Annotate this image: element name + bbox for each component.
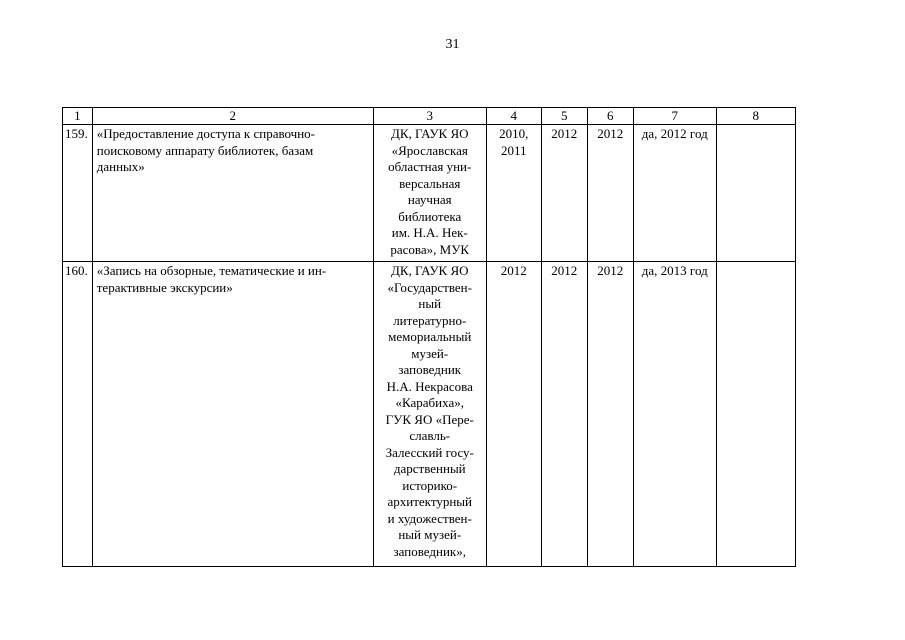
column-header-5: 5 xyxy=(541,108,587,125)
col4-line: 2011 xyxy=(500,142,527,158)
table-row xyxy=(63,125,796,262)
organization-line: расова», МУК xyxy=(390,241,470,257)
col8-cell xyxy=(716,262,795,567)
table-row xyxy=(63,262,796,567)
row-number: 159. xyxy=(65,126,88,141)
column-header-8: 8 xyxy=(716,108,795,125)
column-header-1: 1 xyxy=(63,108,93,125)
column-header-6: 6 xyxy=(587,108,633,125)
column-header-4: 4 xyxy=(486,108,541,125)
column-header-7: 7 xyxy=(633,108,716,125)
organization-line: им. Н.А. Нек- xyxy=(391,225,468,240)
organization-line: библиотека xyxy=(398,208,462,224)
organization-line: ДК, ГАУК ЯО xyxy=(390,263,469,278)
organization-line: Залесский госу- xyxy=(385,444,474,460)
service-name-line: поисковому аппарату библиотек, базам xyxy=(96,142,314,158)
col8-cell xyxy=(716,125,795,262)
organization-line: «Карабиха», xyxy=(395,395,464,410)
organization-line: заповедник xyxy=(398,362,462,377)
organization-line: славль- xyxy=(409,428,451,443)
organization-line: ный xyxy=(418,296,442,311)
col4-line: 2012 xyxy=(500,263,527,278)
organization-line: «Ярославская xyxy=(391,142,468,158)
service-name-line: «Запись на обзорные, тематические и ин- xyxy=(96,263,327,278)
organization-line: мемориальный xyxy=(388,329,472,344)
organization-line: музей- xyxy=(411,345,449,361)
service-name-line: «Предоставление доступа к справочно- xyxy=(96,126,316,141)
organization-line: версальная xyxy=(399,175,461,191)
organization-line: ный музей- xyxy=(398,527,462,542)
service-name-line: терактивные экскурсии» xyxy=(96,279,233,295)
row-number-cell xyxy=(63,262,93,567)
organization-cell xyxy=(373,262,486,567)
col5-cell: 2012 xyxy=(541,125,587,262)
service-name-line: данных» xyxy=(96,159,145,174)
organization-line: архитектурный xyxy=(387,494,472,509)
col7-cell: да, 2012 год xyxy=(633,125,716,262)
column-header-3: 3 xyxy=(373,108,486,125)
col4-cell xyxy=(486,262,541,567)
organization-line: научная xyxy=(407,192,452,207)
organization-line: литературно- xyxy=(393,312,467,328)
organization-line: дарственный xyxy=(393,461,466,476)
col6-cell: 2012 xyxy=(587,262,633,567)
organization-line: ГУК ЯО «Пере- xyxy=(385,411,474,427)
service-name-cell xyxy=(92,125,373,262)
service-name-cell xyxy=(92,262,373,567)
column-number-row xyxy=(63,108,796,125)
page-number: 31 xyxy=(445,37,460,52)
organization-line: и художествен- xyxy=(387,510,472,526)
organization-line: историко- xyxy=(402,477,458,493)
row-number: 160. xyxy=(65,263,88,278)
organization-line: областная уни- xyxy=(388,159,472,174)
col4-line: 2010, xyxy=(499,126,529,141)
organization-line: «Государствен- xyxy=(387,279,472,295)
row-number-cell xyxy=(63,125,93,262)
col6-cell: 2012 xyxy=(587,125,633,262)
organization-line: Н.А. Некрасова xyxy=(386,378,473,394)
services-table xyxy=(62,107,796,567)
col4-cell xyxy=(486,125,541,262)
col7-cell: да, 2013 год xyxy=(633,262,716,567)
column-header-2: 2 xyxy=(92,108,373,125)
col5-cell: 2012 xyxy=(541,262,587,567)
organization-cell xyxy=(373,125,486,262)
organization-line: заповедник», xyxy=(393,543,466,559)
organization-line: ДК, ГАУК ЯО xyxy=(390,126,469,141)
